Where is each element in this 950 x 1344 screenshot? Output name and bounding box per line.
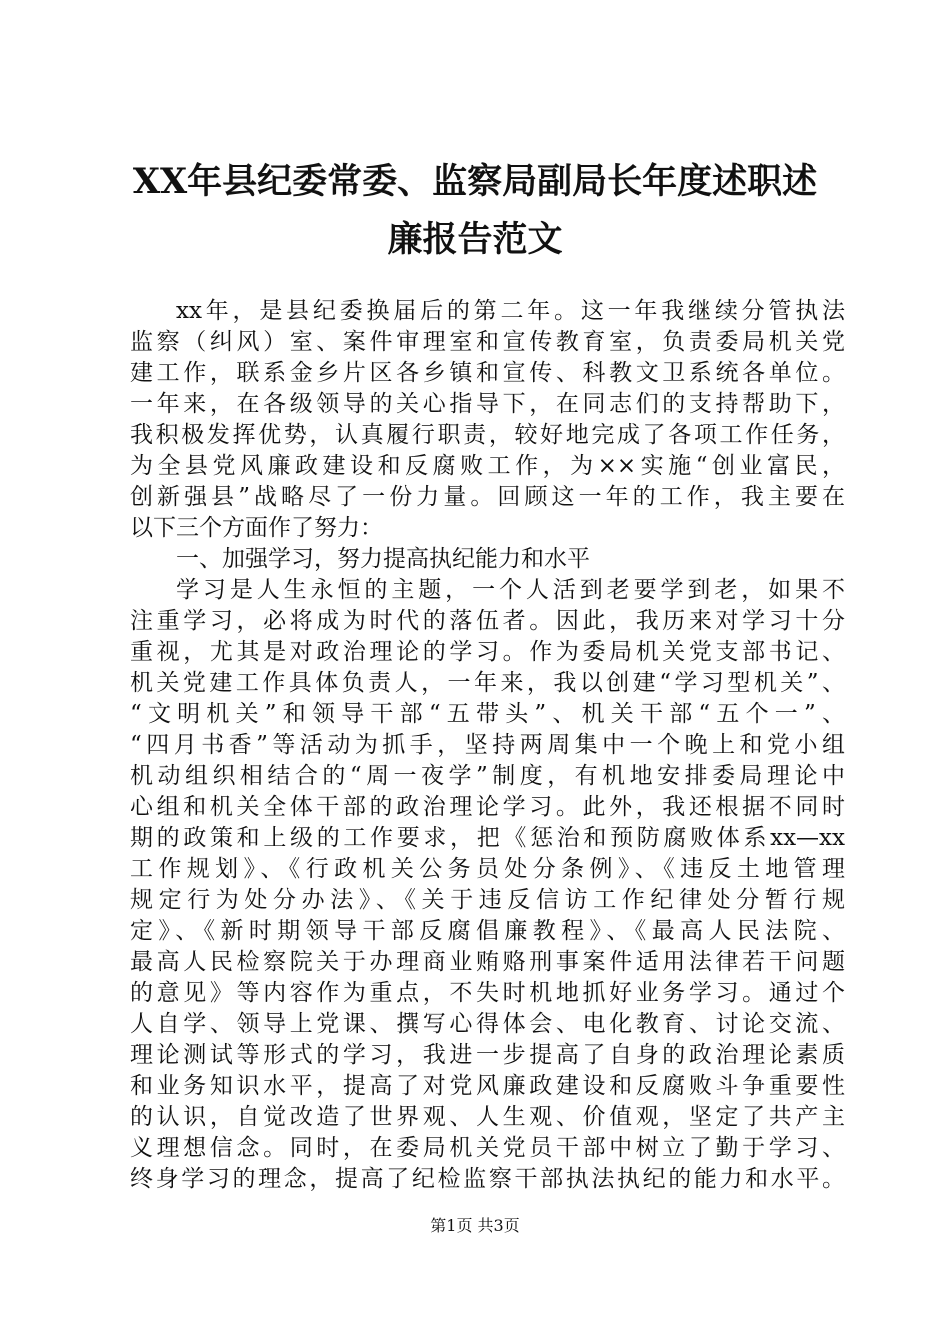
paragraph-line: 重视，尤其是对政治理论的学习。作为委局机关党支部书记、 <box>130 639 845 665</box>
paragraph-line: 创新强县”战略尽了一份力量。回顾这一年的工作，我主要在 <box>130 484 845 510</box>
paragraph-line: 建工作，联系金乡片区各乡镇和宣传、科教文卫系统各单位。 <box>130 360 845 386</box>
document-title-line-1: XX年县纪委常委、监察局副局长年度述职述 <box>132 161 818 202</box>
paragraph-line: 规定行为处分办法》、《关于违反信访工作纪律处分暂行规 <box>130 887 845 913</box>
paragraph-line: 注重学习，必将成为时代的落伍者。因此，我历来对学习十分 <box>130 608 845 634</box>
paragraph-line: 为全县党风廉政建设和反腐败工作，为××实施“创业富民， <box>130 453 845 479</box>
paragraph-line: 机关党建工作具体负责人，一年来，我以创建“学习型机关”、 <box>130 670 845 696</box>
paragraph-line: 和业务知识水平，提高了对党风廉政建设和反腐败斗争重要性 <box>130 1073 845 1099</box>
paragraph-line: 最高人民检察院关于办理商业贿赂刑事案件适用法律若干问题 <box>130 949 845 975</box>
paragraph-line: 心组和机关全体干部的政治理论学习。此外，我还根据不同时 <box>130 794 845 820</box>
paragraph-line: xx年，是县纪委换届后的第二年。这一年我继续分管执法 <box>176 298 845 324</box>
paragraph-line: 终身学习的理念，提高了纪检监察干部执法执纪的能力和水平。 <box>130 1166 845 1192</box>
paragraph-line: 期的政策和上级的工作要求，把《惩治和预防腐败体系xx—xx <box>130 825 845 851</box>
paragraph-line: 我积极发挥优势，认真履行职责，较好地完成了各项工作任务， <box>130 422 845 448</box>
document-body <box>130 296 845 1195</box>
section-heading: 一、加强学习，努力提高执纪能力和水平 <box>176 546 590 572</box>
paragraph-line: “文明机关”和领导干部“五带头”、机关干部“五个一”、 <box>130 701 845 727</box>
paragraph-line: 学习是人生永恒的主题，一个人活到老要学到老，如果不 <box>176 577 845 603</box>
paragraph-line: 监察（纠风）室、案件审理室和宣传教育室，负责委局机关党 <box>130 329 845 355</box>
page-footer: 第1页 共3页 <box>430 1216 520 1235</box>
paragraph-line: 的意见》等内容作为重点，不失时机地抓好业务学习。通过个 <box>130 980 845 1006</box>
paragraph-line: 的认识，自觉改造了世界观、人生观、价值观，坚定了共产主 <box>130 1104 845 1130</box>
paragraph-line: 以下三个方面作了努力： <box>130 515 383 541</box>
paragraph-line: 工作规划》、《行政机关公务员处分条例》、《违反土地管理 <box>130 856 845 882</box>
paragraph-line: 一年来，在各级领导的关心指导下，在同志们的支持帮助下， <box>130 391 845 417</box>
paragraph-line: 机动组织相结合的“周一夜学”制度，有机地安排委局理论中 <box>130 763 845 789</box>
paragraph-line: 义理想信念。同时，在委局机关党员干部中树立了勤于学习、 <box>130 1135 845 1161</box>
document-title-line-2: 廉报告范文 <box>387 219 563 260</box>
paragraph-line: 定》、《新时期领导干部反腐倡廉教程》、《最高人民法院、 <box>130 918 845 944</box>
paragraph-line: 理论测试等形式的学习，我进一步提高了自身的政治理论素质 <box>130 1042 845 1068</box>
paragraph-line: 人自学、领导上党课、撰写心得体会、电化教育、讨论交流、 <box>130 1011 845 1037</box>
paragraph-line: “四月书香”等活动为抓手，坚持两周集中一个晚上和党小组 <box>130 732 845 758</box>
